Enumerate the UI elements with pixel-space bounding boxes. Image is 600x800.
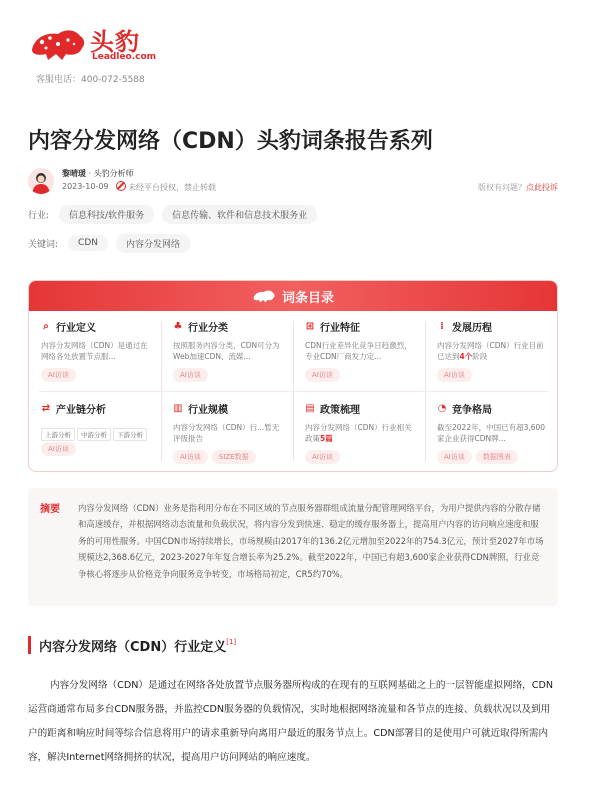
competition-icon: ◔ xyxy=(437,402,447,414)
policy-icon: ▤ xyxy=(305,402,315,414)
keyword-tag[interactable]: CDN xyxy=(68,235,108,251)
catalog-item-competition[interactable] xyxy=(427,393,557,471)
abstract-text: 内容分发网络（CDN）业务是指利用分布在不同区域的节点服务器群组成流量分配管理网络平台，为用户提供内容的分散存储和高速缓存，并根据网络动态流量和负载状况，将内容分发到快速、稳定的缓存服务器上，提高用户内容的访问响应速度和服务的可用性服务。中国CDN市场持续增长，市场规模由2017年的136.2亿元增加至2022年的754.3亿元，预计至2027年市场规模达2,368.6亿元，2023-2027年年复合增长率为25.2%。截至2022年，中国已有超3,600家企业获得CDN牌照，行业竞争核心将逐步从价格竞争向服务竞争转变，市场格局初定，CR5约70%。 xyxy=(78,503,544,579)
page-title: 内容分发网络（CDN）头豹词条报告系列 xyxy=(28,129,433,154)
catalog-item-desc: CDN行业差异化竞争日趋激烈，专业CDN厂商发力定... xyxy=(305,341,412,361)
chain-tag[interactable]: 上游分析 xyxy=(41,428,75,441)
brand-name: 头豹 xyxy=(90,28,140,56)
brand-site[interactable]: Leadleo.com xyxy=(92,52,157,62)
catalog-item-policy[interactable] xyxy=(295,393,425,471)
section-heading xyxy=(28,634,236,656)
desc-text: 内容分发网络（CDN）行业相关政策 xyxy=(305,423,412,443)
desc-text: 内容分发网络（CDN）行业目前已达到 xyxy=(437,341,544,361)
abstract-box xyxy=(28,488,558,606)
ai-interview-pill[interactable]: AI访谈 xyxy=(437,450,472,464)
hotline-text: 客服电话：400-072-5588 xyxy=(36,75,145,85)
footnote-ref[interactable]: [1] xyxy=(226,638,237,646)
catalog-item-title: 产业链分析 xyxy=(56,405,106,416)
ai-interview-pill[interactable]: AI访谈 xyxy=(173,450,208,464)
history-icon: ⁞ xyxy=(440,320,444,332)
chain-tag[interactable]: 下游分析 xyxy=(113,428,147,441)
ai-interview-pill[interactable]: AI访谈 xyxy=(41,442,76,456)
catalog-item-feature[interactable] xyxy=(295,311,425,389)
catalog-title: 词条目录 xyxy=(281,290,334,306)
complain-link[interactable]: 点此投诉 xyxy=(526,183,558,192)
catalog-item-title: 行业定义 xyxy=(56,323,96,334)
catalog-grid xyxy=(29,311,558,471)
catalog-item-title: 行业特征 xyxy=(320,323,360,334)
chain-tag[interactable]: 中游分析 xyxy=(77,428,111,441)
author-name[interactable]: 黎晴瑗 xyxy=(62,169,86,178)
catalog-item-desc: 内容分发网络（CDN）是通过在网络各处放置节点服... xyxy=(41,341,148,361)
section-title: 内容分发网络（CDN）行业定义 xyxy=(39,639,227,655)
catalog-panel xyxy=(28,280,558,472)
feature-icon: ⊞ xyxy=(305,320,315,332)
keyword-row xyxy=(28,234,198,252)
industry-tag[interactable]: 信息传输、软件和信息技术服务业 xyxy=(162,205,317,224)
chain-icon: ⇄ xyxy=(41,402,51,414)
catalog-item-classification[interactable] xyxy=(163,311,293,389)
forbidden-icon xyxy=(116,181,126,191)
catalog-header xyxy=(29,281,557,311)
complain-line xyxy=(478,182,558,193)
catalog-item-chain[interactable] xyxy=(31,393,161,471)
catalog-item-definition[interactable] xyxy=(31,311,161,389)
catalog-item-history[interactable] xyxy=(427,311,557,389)
catalog-item-desc: 截至2022年，中国已有超3,600家企业获得CDN牌... xyxy=(437,423,546,443)
abstract-label: 摘要 xyxy=(40,504,60,515)
desc-text: 阶段 xyxy=(472,352,488,361)
catalog-item-title: 行业分类 xyxy=(188,323,228,334)
chain-tags xyxy=(41,422,153,439)
classification-icon: ♣ xyxy=(173,320,183,332)
leopard-logo-icon xyxy=(252,288,276,304)
keyword-tag[interactable]: 内容分发网络 xyxy=(116,234,190,253)
keyword-label: 关键词: xyxy=(28,239,59,250)
ai-interview-pill[interactable]: AI访谈 xyxy=(305,450,340,464)
ai-interview-pill[interactable]: AI访谈 xyxy=(41,368,76,382)
desc-highlight: 5篇 xyxy=(320,434,333,443)
copyright-notice: 未经平台授权，禁止转载 xyxy=(128,183,216,192)
industry-row xyxy=(28,205,325,223)
definition-icon: ⌕ xyxy=(43,320,49,332)
ai-interview-pill[interactable]: AI访谈 xyxy=(305,368,340,382)
author-role: · 头豹分析师 xyxy=(88,169,134,178)
catalog-item-desc xyxy=(305,422,417,444)
catalog-item-desc: 按照服务内容分类，CDN可分为Web加速CDN、流媒... xyxy=(173,341,280,361)
definition-paragraph: 内容分发网络（CDN）是通过在网络各处放置节点服务器所构成的在现有的互联网基础之上的一层智能虚拟网络，CDN运营商通常布局多台CDN服务器，并监控CDN服务器的负载情况，实时地根据网络流量和各节点的连接、负载状况以及到用户的距离和响应时间等综合信息将用户的请求重新导向离用户最近的服务节点上。CDN部署目的是使用户可就近取得所需内容，解决Internet网络拥挤的状况，提高用户访问网站的响应速度。 xyxy=(28,680,554,763)
ai-interview-pill[interactable]: AI访谈 xyxy=(437,368,472,382)
complain-prefix: 版权有问题？ xyxy=(478,183,526,192)
chart-data-pill[interactable]: 数据图表 xyxy=(476,450,518,464)
catalog-item-scale[interactable] xyxy=(163,393,293,471)
size-data-pill[interactable]: SIZE数据 xyxy=(212,450,256,464)
industry-tag[interactable]: 信息科技/软件服务 xyxy=(59,205,154,224)
industry-label: 行业: xyxy=(28,210,50,221)
ai-interview-pill[interactable]: AI访谈 xyxy=(173,368,208,382)
scale-icon: ▥ xyxy=(173,402,183,414)
divider xyxy=(39,391,549,392)
desc-highlight: 4个 xyxy=(459,352,473,361)
catalog-item-title: 竞争格局 xyxy=(452,405,492,416)
catalog-item-title: 政策梳理 xyxy=(320,405,360,416)
catalog-item-desc xyxy=(437,340,549,362)
section-bar xyxy=(28,636,31,654)
publish-date: 2023-10-09 xyxy=(62,182,109,191)
catalog-item-title: 行业规模 xyxy=(188,405,228,416)
author-row xyxy=(28,168,558,194)
catalog-item-title: 发展历程 xyxy=(452,323,492,334)
catalog-item-desc: 内容分发网络（CDN）行...暂无评级报告 xyxy=(173,423,280,443)
leopard-logo-icon xyxy=(28,24,88,64)
author-name-line xyxy=(62,168,134,179)
author-avatar xyxy=(28,168,54,194)
